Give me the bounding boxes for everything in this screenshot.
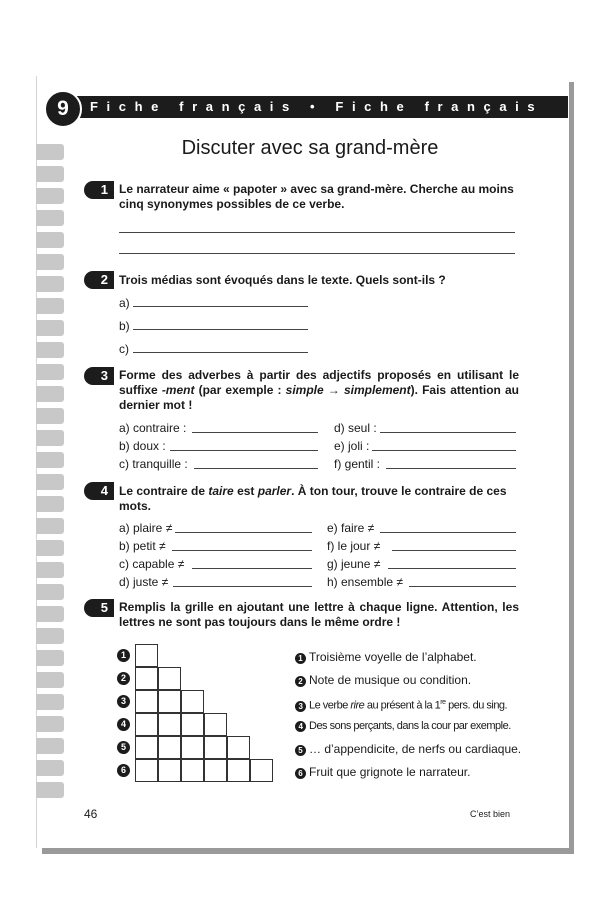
answer-line[interactable] <box>170 450 318 451</box>
answer-label: c) capable ≠ <box>119 557 185 571</box>
grid-cell[interactable] <box>158 736 181 759</box>
grid-cell[interactable] <box>158 667 181 690</box>
answer-line[interactable] <box>388 568 516 569</box>
answer-label: a) <box>119 296 130 310</box>
answer-label: g) jeune ≠ <box>327 557 381 571</box>
answer-line[interactable] <box>380 532 516 533</box>
answer-line[interactable] <box>175 532 312 533</box>
answer-line[interactable] <box>380 432 516 433</box>
answer-label: a) contraire : <box>119 421 187 435</box>
grid-cell[interactable] <box>135 690 158 713</box>
answer-line[interactable] <box>409 586 516 587</box>
footer-series: C’est bien <box>470 809 511 819</box>
answer-line[interactable] <box>172 550 312 551</box>
clue-4: 4 Des sons perçants, dans la cour par exemple. <box>295 719 511 733</box>
grid-row-marker: 1 <box>117 649 130 662</box>
grid-cell[interactable] <box>181 759 204 782</box>
clue-1: 1 Troisième voyelle de l’alphabet. <box>295 650 477 664</box>
exercise-4-badge: 4 <box>84 482 114 500</box>
answer-line[interactable] <box>194 468 318 469</box>
grid-cell[interactable] <box>158 690 181 713</box>
exercise-1-badge: 1 <box>84 181 114 199</box>
answer-label: d) juste ≠ <box>119 575 169 589</box>
header-banner: Fiche français • Fiche français <box>58 96 568 118</box>
grid-cell[interactable] <box>135 759 158 782</box>
exercise-2-badge: 2 <box>84 271 114 289</box>
clue-2: 2 Note de musique ou condition. <box>295 673 471 687</box>
spiral-binding <box>36 76 68 848</box>
page-number: 46 <box>84 807 98 821</box>
grid-cell[interactable] <box>135 667 158 690</box>
grid-cell[interactable] <box>227 759 250 782</box>
grid-cell[interactable] <box>204 713 227 736</box>
grid-cell[interactable] <box>181 690 204 713</box>
sheet-number: 9 <box>44 90 82 128</box>
grid-row-marker: 2 <box>117 672 130 685</box>
answer-line[interactable] <box>192 432 318 433</box>
clue-6: 6 Fruit que grignote le narrateur. <box>295 765 470 779</box>
exercise-1-question: Le narrateur aime « papoter » avec sa grand-mère. Cherche au moins cinq synonymes possibles de ce verbe. <box>119 182 514 211</box>
answer-label: d) seul : <box>334 421 377 435</box>
clue-3: 3 Le verbe rire au présent à la 1re pers. du sing. <box>295 696 507 713</box>
answer-line[interactable] <box>133 329 308 330</box>
answer-line[interactable] <box>119 253 515 254</box>
answer-line[interactable] <box>386 468 516 469</box>
page-title: Discuter avec sa grand-mère <box>181 137 439 159</box>
answer-line[interactable] <box>119 232 515 233</box>
grid-row-marker: 5 <box>117 741 130 754</box>
answer-line[interactable] <box>133 306 308 307</box>
grid-cell[interactable] <box>135 644 158 667</box>
exercise-5-badge: 5 <box>84 599 114 617</box>
grid-row-marker: 4 <box>117 718 130 731</box>
exercise-4-question: Le contraire de taire est parler. À ton tour, trouve le contraire de ces mots. <box>119 484 507 513</box>
answer-label: e) joli : <box>334 439 370 453</box>
answer-label: e) faire ≠ <box>327 521 375 535</box>
grid-cell[interactable] <box>204 759 227 782</box>
exercise-3-badge: 3 <box>84 367 114 385</box>
answer-label: c) tranquille : <box>119 457 188 471</box>
exercise-2-question: Trois médias sont évoqués dans le texte. Quels sont-ils ? <box>119 273 446 287</box>
answer-line[interactable] <box>133 352 308 353</box>
grid-cell[interactable] <box>204 736 227 759</box>
grid-cell[interactable] <box>250 759 273 782</box>
answer-label: h) ensemble ≠ <box>327 575 403 589</box>
grid-row-marker: 6 <box>117 764 130 777</box>
grid-cell[interactable] <box>135 736 158 759</box>
grid-cell[interactable] <box>181 713 204 736</box>
exercise-3-question: Forme des adverbes à partir des adjectifs proposés en utilisant le suffixe -ment (par exemple : simple → simplement). Fais attention au dernier mot ! <box>119 368 519 412</box>
grid-cell[interactable] <box>181 736 204 759</box>
answer-label: b) doux : <box>119 439 166 453</box>
answer-line[interactable] <box>392 550 516 551</box>
grid-cell[interactable] <box>158 759 181 782</box>
answer-label: c) <box>119 342 129 356</box>
grid-row-marker: 3 <box>117 695 130 708</box>
grid-cell[interactable] <box>158 713 181 736</box>
answer-line[interactable] <box>173 586 312 587</box>
answer-label: b) <box>119 319 130 333</box>
grid-cell[interactable] <box>227 736 250 759</box>
answer-label: f) gentil : <box>334 457 381 471</box>
grid-cell[interactable] <box>135 713 158 736</box>
exercise-5-question: Remplis la grille en ajoutant une lettre à chaque ligne. Attention, les lettres ne sont pas toujours dans le même ordre ! <box>119 600 519 629</box>
answer-label: f) le jour ≠ <box>327 539 381 553</box>
answer-label: b) petit ≠ <box>119 539 166 553</box>
answer-line[interactable] <box>372 450 516 451</box>
answer-line[interactable] <box>192 568 312 569</box>
clue-5: 5 … d’appendicite, de nerfs ou cardiaque. <box>295 742 521 756</box>
answer-label: a) plaire ≠ <box>119 521 173 535</box>
